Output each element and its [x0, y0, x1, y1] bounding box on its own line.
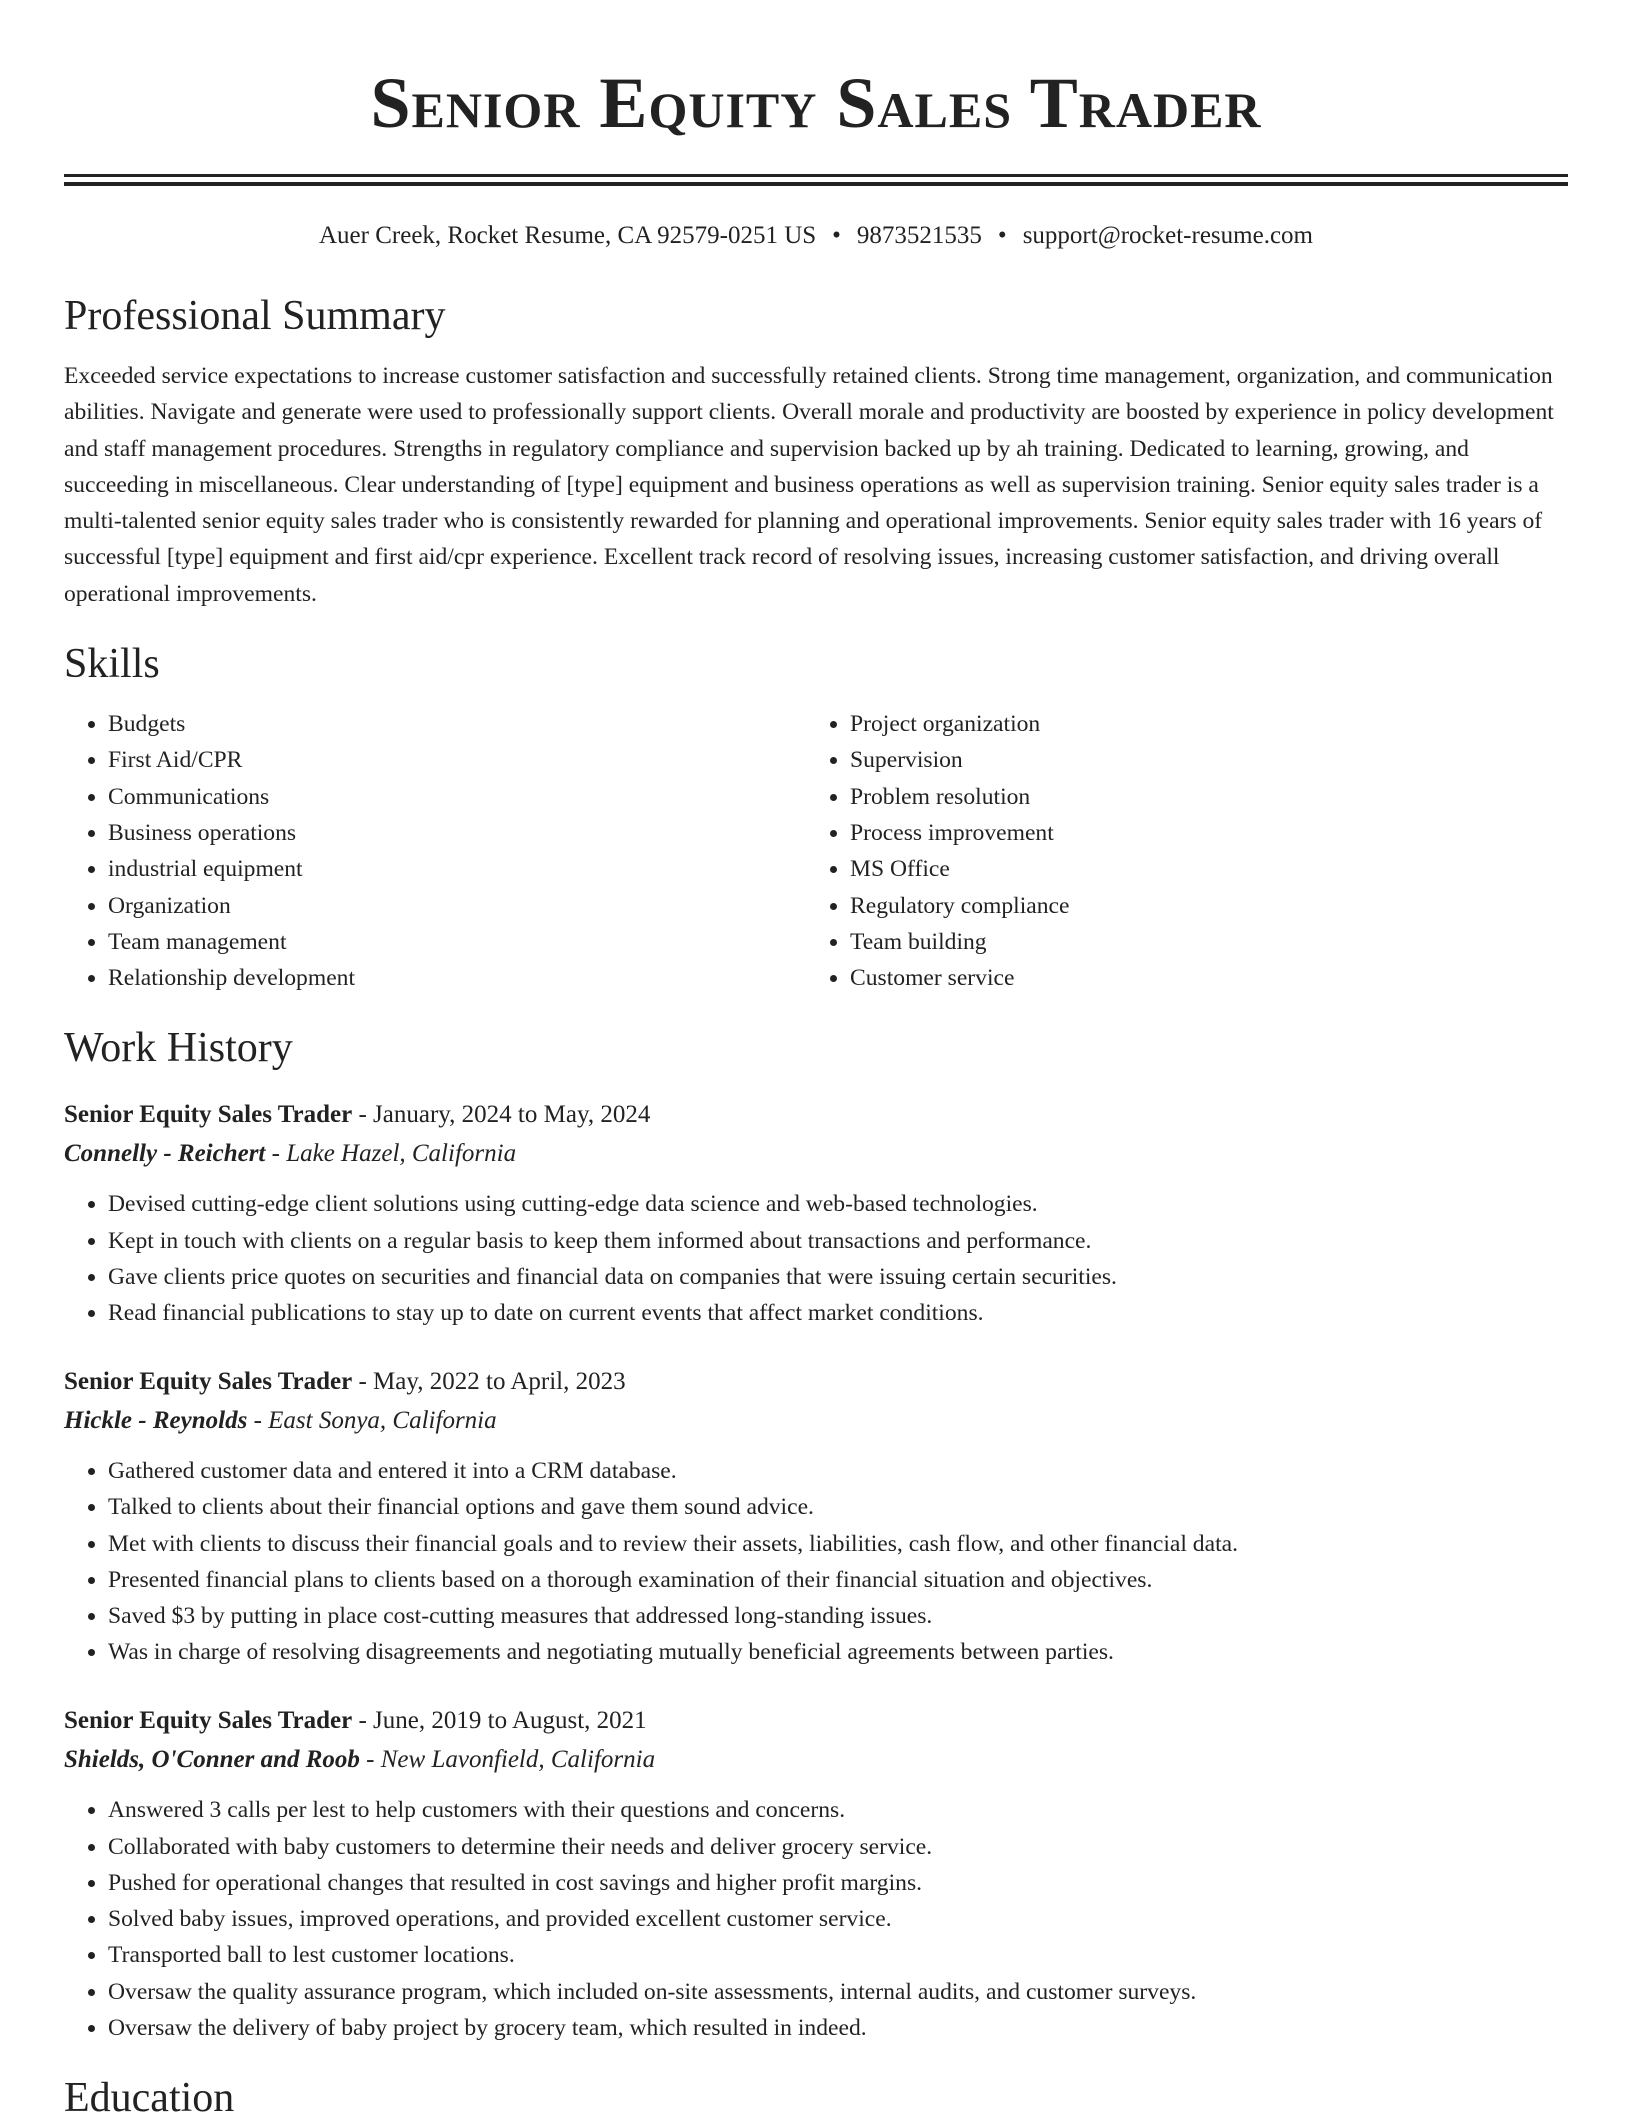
job-entry [64, 1702, 1568, 2045]
skill-item: • MS Office [850, 851, 1548, 887]
skills-column-left [64, 706, 806, 996]
summary-text: Exceeded service expectations to increase customer satisfaction and successfully retained clients. Strong time management, organization, and communication abilities. Navigate and generate were used to professionally support clients. Overall morale and productivity are boosted by experience in policy development and staff management procedures. Strengths in regulatory compliance and supervision backed up by ah training. Dedicated to learning, growing, and succeeding in miscellaneous. Clear understanding of [type] equipment and business operations as well as supervision training. Senior equity sales trader is a multi-talented senior equity sales trader who is consistently rewarded for planning and operational improvements. Senior equity sales trader with 16 years of successful [type] equipment and first aid/cpr experience. Excellent track record of resolving issues, increasing customer satisfaction, and driving overall operational improvements. [64, 363, 1554, 607]
job-bullet: • Answered 3 calls per lest to help customers with their questions and concerns. [108, 1792, 1568, 1828]
job-title: Senior Equity Sales Trader [64, 1707, 353, 1735]
company-line [64, 1401, 1568, 1441]
company-line [64, 1740, 1568, 1780]
skill-item: • Regulatory compliance [850, 888, 1548, 924]
company-name: Connelly - Reichert [64, 1140, 266, 1168]
skill-item: • Process improvement [850, 815, 1548, 851]
skill-item: • Budgets [108, 706, 806, 742]
company-location: - New Lavonfield, California [359, 1746, 656, 1774]
job-bullet: • Oversaw the quality assurance program, which included on-site assessments, internal audits, and customer surveys. [108, 1974, 1568, 2010]
contact-separator: • [832, 222, 841, 249]
company-name: Hickle - Reynolds [64, 1407, 248, 1435]
title-divider [64, 174, 1568, 186]
job-title-line [64, 1096, 1568, 1134]
skill-item: • Communications [108, 779, 806, 815]
summary-heading: Professional Summary [64, 293, 446, 339]
skill-item: • Project organization [850, 706, 1548, 742]
company-location: - East Sonya, California [247, 1407, 497, 1435]
skill-item: • Relationship development [108, 960, 806, 996]
skill-item: • First Aid/CPR [108, 742, 806, 778]
job-entry [64, 1096, 1568, 1331]
skill-item: • Team management [108, 924, 806, 960]
contact-line [64, 220, 1568, 252]
skills-column-right [806, 706, 1548, 996]
job-bullet: • Collaborated with baby customers to determine their needs and deliver grocery service. [108, 1829, 1568, 1865]
job-dates: - May, 2022 to April, 2023 [352, 1368, 626, 1396]
company-line [64, 1134, 1568, 1174]
skill-item: • Problem resolution [850, 779, 1548, 815]
skill-item: • industrial equipment [108, 851, 806, 887]
job-title-line [64, 1363, 1568, 1401]
job-bullet: • Oversaw the delivery of baby project by grocery team, which resulted in indeed. [108, 2010, 1568, 2046]
job-bullet: • Met with clients to discuss their financial goals and to review their assets, liabilities, cash flow, and other financial data. [108, 1526, 1568, 1562]
job-title: Senior Equity Sales Trader [64, 1101, 353, 1129]
job-bullet: • Kept in touch with clients on a regular basis to keep them informed about transactions and performance. [108, 1223, 1568, 1259]
work-history-heading: Work History [64, 1025, 293, 1072]
job-title-line [64, 1702, 1568, 1740]
job-bullets [64, 1453, 1568, 1670]
education-heading: Education [64, 2074, 235, 2121]
contact-phone: 9873521535 [856, 222, 982, 249]
skill-item: • Supervision [850, 742, 1548, 778]
skill-item: • Team building [850, 924, 1548, 960]
job-dates: - June, 2019 to August, 2021 [352, 1707, 647, 1735]
job-bullets [64, 1792, 1568, 2045]
job-bullet: • Presented financial plans to clients based on a thorough examination of their financial situation and objectives. [108, 1562, 1568, 1598]
job-bullet: • Devised cutting-edge client solutions using cutting-edge data science and web-based technologies. [108, 1186, 1568, 1222]
contact-separator: • [997, 222, 1007, 249]
skill-item: • Business operations [108, 815, 806, 851]
resume-page [64, 0, 1568, 2124]
job-bullets [64, 1186, 1568, 1331]
skill-item: • Organization [108, 888, 806, 924]
job-bullet: • Solved baby issues, improved operations, and provided excellent customer service. [108, 1901, 1568, 1937]
skill-item: • Customer service [850, 960, 1548, 996]
resume-title: Senior Equity Sales Trader [370, 63, 1262, 143]
job-entry [64, 1363, 1568, 1670]
job-bullet: • Gave clients price quotes on securities and financial data on companies that were issuing certain securities. [108, 1259, 1568, 1295]
job-bullet: • Talked to clients about their financial options and gave them sound advice. [108, 1489, 1568, 1525]
job-bullet: • Read financial publications to stay up to date on current events that affect market conditions. [108, 1295, 1568, 1331]
job-bullet: • Transported ball to lest customer locations. [108, 1937, 1568, 1973]
job-bullet: • Was in charge of resolving disagreements and negotiating mutually beneficial agreements between parties. [108, 1634, 1568, 1670]
job-bullet: • Gathered customer data and entered it into a CRM database. [108, 1453, 1568, 1489]
company-location: - Lake Hazel, California [265, 1140, 517, 1168]
job-bullet: • Saved $3 by putting in place cost-cutting measures that addressed long-standing issues. [108, 1598, 1568, 1634]
skills-list [64, 706, 1568, 996]
skills-heading: Skills [64, 641, 160, 688]
job-dates: - January, 2024 to May, 2024 [352, 1101, 651, 1129]
job-title: Senior Equity Sales Trader [64, 1368, 353, 1396]
job-bullet: • Pushed for operational changes that resulted in cost savings and higher profit margins. [108, 1865, 1568, 1901]
contact-address: Auer Creek, Rocket Resume, CA 92579-0251 US [319, 222, 817, 249]
contact-email: support@rocket-resume.com [1022, 222, 1313, 249]
company-name: Shields, O'Conner and Roob [64, 1746, 360, 1774]
